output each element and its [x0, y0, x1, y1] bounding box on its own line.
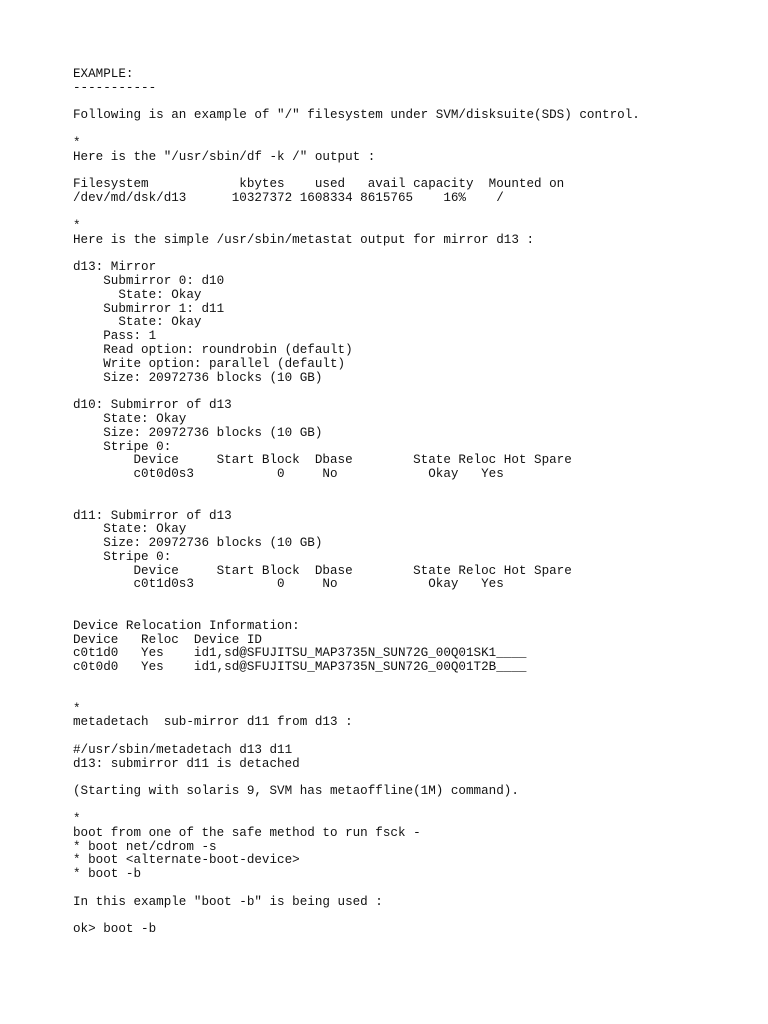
text-line: Write option: parallel (default)	[73, 356, 346, 371]
text-line: c0t0d0 Yes id1,sd@SFUJITSU_MAP3735N_SUN72G_00Q01T2B____	[73, 660, 527, 675]
text-line: *	[73, 218, 81, 233]
text-line: metadetach sub-mirror d11 from d13 :	[73, 715, 353, 730]
blank-line	[73, 482, 753, 496]
text-line: Here is the "/usr/sbin/df -k /" output :	[73, 149, 376, 164]
text-line: State: Okay	[73, 411, 187, 426]
text-line: *	[73, 135, 81, 150]
blank-line	[73, 675, 753, 689]
text-line: boot from one of the safe method to run fsck -	[73, 825, 421, 840]
text-line: c0t1d0 Yes id1,sd@SFUJITSU_MAP3735N_SUN72G_00Q01SK1____	[73, 646, 527, 661]
text-line: *	[73, 812, 81, 827]
text-line: (Starting with solaris 9, SVM has metaoffline(1M) command).	[73, 784, 519, 799]
text-line: Here is the simple /usr/sbin/metastat output for mirror d13 :	[73, 232, 535, 247]
text-line: * boot -b	[73, 867, 142, 882]
text-line: d10: Submirror of d13	[73, 398, 232, 413]
blank-line	[73, 385, 753, 399]
text-line: Device Reloc Device ID	[73, 632, 262, 647]
text-line: -----------	[73, 80, 157, 95]
blank-line	[73, 606, 753, 620]
text-line: Device Start Block Dbase State Reloc Hot Spare	[73, 453, 572, 468]
document-body	[73, 68, 753, 937]
text-line: Following is an example of "/" filesystem under SVM/disksuite(SDS) control.	[73, 108, 640, 123]
text-line: d13: Mirror	[73, 260, 157, 275]
blank-line	[73, 689, 753, 703]
text-line: Device Relocation Information:	[73, 618, 300, 633]
text-line: *	[73, 701, 81, 716]
blank-line	[73, 247, 753, 261]
text-line: * boot <alternate-boot-device>	[73, 853, 300, 868]
blank-line	[73, 206, 753, 220]
text-line: Device Start Block Dbase State Reloc Hot Spare	[73, 563, 572, 578]
text-line: EXAMPLE:	[73, 67, 134, 81]
text-line: Read option: roundrobin (default)	[73, 342, 353, 357]
blank-line	[73, 123, 753, 137]
text-line: Submirror 0: d10	[73, 273, 225, 288]
blank-line	[73, 96, 753, 110]
text-line: Size: 20972736 blocks (10 GB)	[73, 536, 323, 551]
text-line: State: Okay	[73, 522, 187, 537]
text-line: /dev/md/dsk/d13 10327372 1608334 8615765 16% /	[73, 191, 504, 206]
blank-line	[73, 882, 753, 896]
blank-line	[73, 730, 753, 744]
text-line: Submirror 1: d11	[73, 301, 225, 316]
text-line: State: Okay	[73, 315, 202, 330]
blank-line	[73, 165, 753, 179]
text-line: In this example "boot -b" is being used :	[73, 894, 383, 909]
text-line: Stripe 0:	[73, 549, 172, 564]
text-line: State: Okay	[73, 287, 202, 302]
text-line: Size: 20972736 blocks (10 GB)	[73, 370, 323, 385]
text-line: Size: 20972736 blocks (10 GB)	[73, 425, 323, 440]
text-line: c0t0d0s3 0 No Okay Yes	[73, 467, 504, 482]
text-line: d11: Submirror of d13	[73, 508, 232, 523]
text-line: ok> boot -b	[73, 922, 157, 937]
blank-line	[73, 910, 753, 924]
text-line: d13: submirror d11 is detached	[73, 756, 300, 771]
text-line: * boot net/cdrom -s	[73, 839, 217, 854]
text-line: Filesystem kbytes used avail capacity Mounted on	[73, 177, 565, 192]
blank-line	[73, 772, 753, 786]
text-line: Stripe 0:	[73, 439, 172, 454]
blank-line	[73, 799, 753, 813]
text-line: c0t1d0s3 0 No Okay Yes	[73, 577, 504, 592]
text-line: #/usr/sbin/metadetach d13 d11	[73, 743, 293, 758]
blank-line	[73, 592, 753, 606]
blank-line	[73, 496, 753, 510]
text-line: Pass: 1	[73, 329, 157, 344]
